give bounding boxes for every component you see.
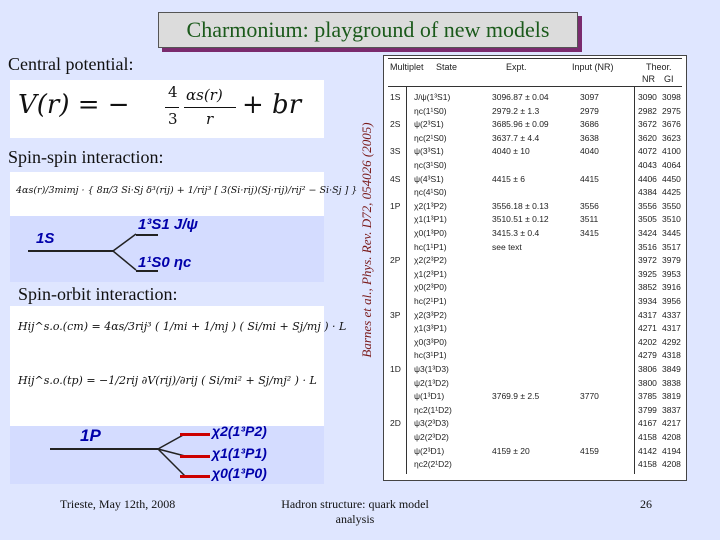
cell-state: hc(3¹P1) (414, 350, 447, 361)
level-chi1-label: χ1(1³P1) (212, 445, 267, 461)
cell-state: ψ(2³D1) (414, 445, 445, 456)
frac-bar (184, 107, 236, 108)
cell-multiplet: 3S (390, 146, 401, 157)
eq-spin-orbit-tp: Hij^s.o.(tp) = −1/2rij ∂V(rij)/∂rij ( Si/mi² + Sj/mj² ) · L (18, 374, 317, 387)
cell-nr: 4158 (638, 432, 657, 442)
cell-state: ψ2(2³D2) (414, 432, 449, 442)
cell-gi: 3837 (662, 404, 681, 415)
table-rule (388, 58, 682, 59)
cell-state: χ1(1³P1) (414, 214, 447, 225)
cell-state: J/ψ(1³S1) (414, 92, 451, 102)
table-vrule (406, 86, 407, 474)
cell-nr: 4072 (638, 146, 657, 157)
cell-multiplet: 2D (390, 418, 401, 429)
cell-gi: 3953 (662, 268, 681, 279)
cell-multiplet: 2P (390, 255, 401, 266)
s-wave-level-diagram (10, 216, 324, 282)
eq-central-lhs: V(r) = − (18, 90, 130, 120)
cell-multiplet: 4S (390, 173, 401, 184)
cell-expt: 4159 ± 20 (492, 445, 530, 456)
cell-gi: 3550 (662, 200, 681, 211)
cell-state: χ1(3³P1) (414, 323, 447, 334)
p-wave-level-diagram (10, 423, 324, 484)
cell-state: χ2(3³P2) (414, 309, 447, 320)
cell-gi: 4194 (662, 445, 681, 456)
cell-multiplet: 3P (390, 309, 401, 320)
cell-expt: 4415 ± 6 (492, 173, 526, 184)
cell-gi: 3916 (662, 282, 681, 293)
cell-nr: 3925 (638, 268, 657, 279)
cell-gi: 4318 (662, 350, 681, 361)
cell-gi: 3838 (662, 377, 681, 388)
cell-expt: 3415.3 ± 0.4 (492, 228, 540, 238)
mass-table-body (384, 56, 686, 480)
footer-title (270, 497, 440, 527)
table-header-state: State (436, 62, 458, 72)
cell-gi: 3623 (662, 132, 681, 143)
cell-nr: 3424 (638, 228, 657, 238)
cell-state: ψ2(1³D2) (414, 377, 449, 388)
cell-expt: 3685.96 ± 0.09 (492, 119, 549, 130)
table-header-input: Input (NR) (572, 62, 614, 72)
cell-gi: 3956 (662, 296, 681, 306)
cell-state: ψ(1³D1) (414, 391, 445, 402)
cell-gi: 4337 (662, 309, 681, 320)
cell-expt: 2979.2 ± 1.3 (492, 105, 540, 116)
cell-gi: 4292 (662, 336, 681, 347)
cell-state: ψ(2³S1) (414, 119, 444, 130)
level-13s1-line (136, 234, 158, 236)
cell-expt: 3556.18 ± 0.13 (492, 200, 549, 211)
cell-nr: 3806 (638, 364, 657, 374)
cell-gi: 3979 (662, 255, 681, 266)
level-13s1-label: 1³S1 J/ψ (138, 216, 198, 233)
cell-nr: 3972 (638, 255, 657, 266)
cell-input: 3097 (580, 92, 599, 102)
cell-expt: 3510.51 ± 0.12 (492, 214, 549, 225)
cell-gi: 3445 (662, 228, 681, 238)
cell-state: χ1(2³P1) (414, 268, 447, 279)
cell-input: 4159 (580, 445, 599, 456)
level-chi1-line (180, 455, 210, 458)
cell-state: ηc2(1¹D2) (414, 404, 452, 415)
footer-page-number: 26 (640, 497, 652, 511)
cell-nr: 3620 (638, 132, 657, 143)
eq-central-frac-num: 4 (168, 83, 178, 101)
central-potential-label: Central potential: (8, 54, 134, 74)
level-1p-line (50, 448, 158, 450)
cell-gi: 4208 (662, 459, 681, 470)
level-11s0-label: 1¹S0 ηc (138, 254, 192, 271)
cell-gi: 4217 (662, 418, 681, 429)
cell-state: χ2(1³P2) (414, 200, 447, 211)
spin-orbit-equations (10, 306, 347, 426)
cell-nr: 2982 (638, 105, 657, 116)
cell-nr: 3090 (638, 92, 657, 102)
cell-state: ηc(3¹S0) (414, 160, 447, 170)
cell-state: ψ3(1³D3) (414, 364, 449, 374)
cell-nr: 3800 (638, 377, 657, 388)
mass-table (383, 55, 687, 481)
level-chi2-label: χ2(1³P2) (212, 423, 267, 439)
table-rule (388, 86, 682, 87)
level-1p-label: 1P (80, 426, 101, 445)
level-chi0-label: χ0(1³P0) (212, 465, 267, 481)
eq-central-alpha-den: r (206, 110, 214, 128)
cell-state: ηc(4¹S0) (414, 187, 447, 198)
table-subheader-gi: GI (664, 74, 674, 84)
cell-multiplet: 1S (390, 92, 401, 102)
cell-gi: 4064 (662, 160, 681, 170)
cell-state: χ0(3³P0) (414, 336, 447, 347)
cell-nr: 3505 (638, 214, 657, 225)
cell-nr: 4202 (638, 336, 657, 347)
slide-title: Charmonium: playground of new models (186, 17, 550, 42)
cell-nr: 4043 (638, 160, 657, 170)
table-vrule (634, 86, 635, 474)
cell-gi: 3676 (662, 119, 681, 130)
cell-input: 4415 (580, 173, 599, 184)
cell-nr: 3785 (638, 391, 657, 402)
cell-gi: 3098 (662, 92, 681, 102)
spin-spin-equation (10, 172, 358, 216)
cell-state: χ2(2³P2) (414, 255, 447, 266)
cell-gi: 4317 (662, 323, 681, 334)
cell-expt: 3637.7 ± 4.4 (492, 132, 540, 143)
cell-nr: 4271 (638, 323, 657, 334)
eq-central-tail: + br (242, 90, 302, 120)
eq-central-frac-den: 3 (168, 110, 178, 128)
cell-nr: 3672 (638, 119, 657, 130)
footer-title-line2: analysis (335, 512, 375, 526)
cell-expt: 3096.87 ± 0.04 (492, 92, 549, 102)
cell-nr: 4167 (638, 418, 657, 429)
cell-state: χ0(1³P0) (414, 228, 447, 238)
cell-gi: 4208 (662, 432, 681, 442)
cell-nr: 3516 (638, 241, 657, 252)
cell-state: hc(1¹P1) (414, 241, 447, 252)
eq-spin-orbit-cm: Hij^s.o.(cm) = 4αs/3rij³ ( 1/mi + 1/mj ) ( Si/mi + Sj/mj ) · L (18, 320, 347, 333)
cell-state: ψ(4³S1) (414, 173, 444, 184)
cell-gi: 3819 (662, 391, 681, 402)
eq-central-alpha: αs(r) (186, 86, 223, 104)
cell-gi: 4425 (662, 187, 681, 198)
cell-multiplet: 1D (390, 364, 401, 374)
cell-input: 3415 (580, 228, 599, 238)
cell-input: 4040 (580, 146, 599, 157)
cell-expt: see text (492, 241, 522, 252)
cell-input: 3770 (580, 391, 599, 402)
level-1s-label: 1S (36, 230, 55, 247)
cell-state: hc(2¹P1) (414, 296, 447, 306)
cell-input: 3511 (580, 214, 599, 225)
table-header-theor: Theor. (646, 62, 672, 72)
cell-expt: 3769.9 ± 2.5 (492, 391, 540, 402)
footer-title-line1: Hadron structure: quark model (281, 497, 429, 511)
spin-spin-label: Spin-spin interaction: (8, 147, 164, 167)
table-subheader-nr: NR (642, 74, 655, 84)
cell-nr: 3799 (638, 404, 657, 415)
eq-spin-spin: 4αs(r)/3mimj · { 8π/3 Si·Sj δ³(rij) + 1/rij³ [ 3(Si·rij)(Sj·rij)/rij² − Si·Sj ] } (16, 185, 358, 196)
level-chi0-line (180, 475, 210, 478)
cell-gi: 3849 (662, 364, 681, 374)
cell-nr: 4158 (638, 459, 657, 470)
cell-state: ηc(2¹S0) (414, 132, 447, 143)
cell-nr: 3556 (638, 200, 657, 211)
table-header-multiplet: Multiplet (390, 62, 424, 72)
cell-state: ψ(3³S1) (414, 146, 444, 157)
level-1s-line (28, 250, 113, 252)
cell-state: ηc2(2¹D2) (414, 459, 452, 470)
cell-multiplet: 1P (390, 200, 401, 211)
level-chi2-line (180, 433, 210, 436)
citation: Barnes et al., Phys. Rev. D72, 054026 (2005) (359, 122, 374, 358)
cell-nr: 4406 (638, 173, 657, 184)
cell-nr: 3852 (638, 282, 657, 293)
cell-gi: 2975 (662, 105, 681, 116)
cell-gi: 3517 (662, 241, 681, 252)
cell-nr: 4384 (638, 187, 657, 198)
footer-date: Trieste, May 12th, 2008 (60, 497, 176, 511)
cell-gi: 3510 (662, 214, 681, 225)
cell-gi: 4100 (662, 146, 681, 157)
cell-state: ηc(1¹S0) (414, 105, 447, 116)
table-header-expt: Expt. (506, 62, 527, 72)
cell-state: ψ3(2³D3) (414, 418, 449, 429)
cell-gi: 4450 (662, 173, 681, 184)
cell-expt: 4040 ± 10 (492, 146, 530, 157)
cell-nr: 3934 (638, 296, 657, 306)
cell-multiplet: 2S (390, 119, 401, 130)
cell-state: χ0(2³P0) (414, 282, 447, 293)
cell-input: 2979 (580, 105, 599, 116)
cell-nr: 4279 (638, 350, 657, 361)
cell-nr: 4317 (638, 309, 657, 320)
spin-orbit-label: Spin-orbit interaction: (18, 284, 178, 304)
frac-bar (165, 107, 179, 108)
central-potential-equation (10, 80, 324, 138)
cell-input: 3556 (580, 200, 599, 211)
title-box (158, 12, 578, 48)
cell-input: 3638 (580, 132, 599, 143)
cell-nr: 4142 (638, 445, 657, 456)
cell-input: 3686 (580, 119, 599, 130)
